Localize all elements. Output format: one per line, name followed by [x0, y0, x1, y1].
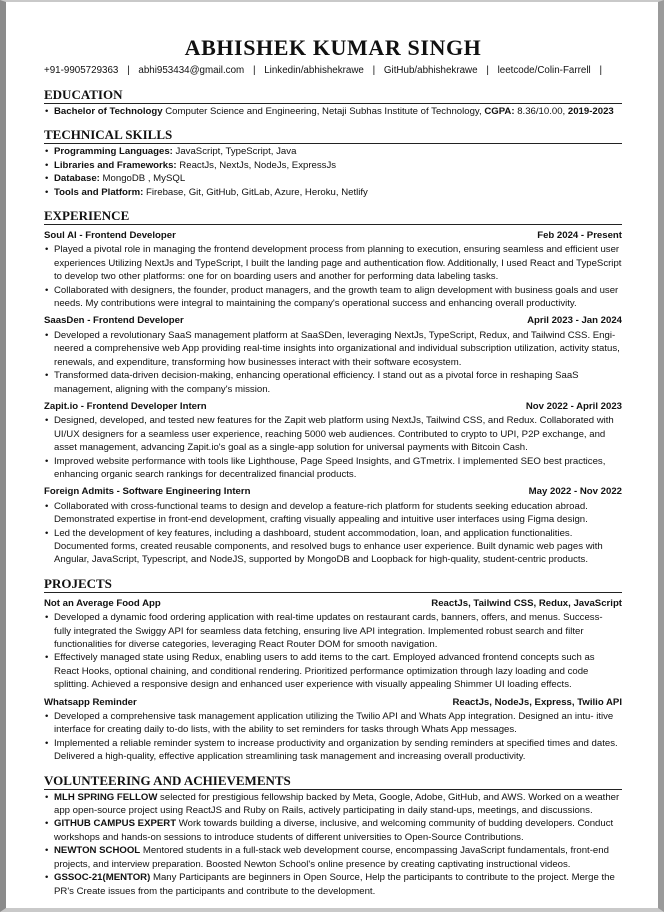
education-details: Computer Science and Engineering, Netaji Subhas Institute of Technology, — [162, 106, 485, 117]
job-date: April 2023 - Jan 2024 — [527, 315, 622, 327]
skill-value: ReactJs, NextJs, NodeJs, ExpressJs — [176, 159, 337, 171]
volunteering-list — [44, 791, 622, 898]
project-bullet: • Developed a comprehensive task management application utilizing the Twilio API and Whats App integration. Designed an intu- itive interface for creating daily to-do lists, with the ability to set reminders for tasks through Whats App messages. — [54, 710, 622, 737]
skill-label: Tools and Platform: — [54, 186, 144, 198]
skill-value: Firebase, Git, GitHub, GitLab, Azure, Heroku, Netlify — [143, 186, 368, 198]
section-heading-projects: PROJECTS — [44, 575, 622, 593]
job-bullet: • Transformed data-driven decision-making, enhancing operational efficiency. I stand out as a pivotal force in reshaping SaaS management, aligning with the company's mission. — [54, 369, 622, 396]
project-header — [44, 696, 622, 709]
job-bullet: • Improved website performance with tools like Lighthouse, Page Speed Insights, and GTmetrix. I implemented SEO best practices, enhancing organic search rankings for decentralized financial products. — [54, 455, 622, 482]
section-heading-experience: EXPERIENCE — [44, 207, 622, 225]
achievement-label: MLH SPRING FELLOW — [54, 791, 158, 803]
achievement-item — [54, 791, 622, 818]
education-entry — [54, 105, 622, 118]
skill-label: Programming Languages: — [54, 146, 173, 158]
achievement-item — [54, 844, 622, 871]
skill-value: MongoDB , MySQL — [99, 173, 186, 185]
skill-label: Database: — [54, 173, 100, 185]
project-bullet: • Implemented a reliable reminder system to increase productivity and organization by sending reminders at specified times and dates. Delivered a high-quality, effective application streamlining task management and increasing overall productivity. — [54, 737, 622, 764]
achievement-text: selected for prestigious fellowship backed by Meta, Google, Adobe, GitHub, and AWS. Worked on a weather app open-source project using ReactJS and Ruby on Rails, actively participating in daily stand-ups, meetings, and discussions. — [54, 791, 620, 817]
contact-separator: | — [599, 65, 602, 76]
achievement-item — [54, 871, 622, 898]
cgpa-label: CGPA: — [484, 106, 515, 117]
job-date: May 2022 - Nov 2022 — [528, 486, 622, 498]
job-role: Soul AI - Frontend Developer — [44, 230, 176, 242]
contact-separator: | — [486, 65, 489, 76]
skills-list — [44, 145, 622, 199]
project-stack: ReactJs, Tailwind CSS, Redux, JavaScript — [431, 597, 622, 609]
job-header — [44, 314, 622, 327]
job-bullet: • Led the development of key features, including a dashboard, student accommodation, loan, and application functionalities. Documented forms, created reusable components, and resolved bugs to enhance user experience. Built dynamic web pages with Angular, JavaScript, Typescript, and NodeJS, supported by MongoDB and Loopback for high-quality, student-centric products. — [54, 527, 622, 567]
cgpa-value: 8.36/10.00, — [514, 106, 568, 117]
skill-value: JavaScript, TypeScript, Java — [172, 146, 297, 158]
skill-item — [54, 172, 622, 185]
candidate-name: ABHISHEK KUMAR SINGH — [184, 35, 482, 60]
job-bullet: • Collaborated with cross-functional teams to design and develop a feature-rich platform for students seeking education abroad. Demonstrated expertise in front-end development, crafting visually appealing and intuitive user interfaces using Figma design. — [54, 500, 622, 527]
achievement-label: GITHUB CAMPUS EXPERT — [54, 818, 177, 830]
phone-number: +91-9905729363 — [44, 65, 119, 76]
job-bullets — [44, 329, 622, 396]
project-name: Not an Average Food App — [44, 597, 161, 609]
job-date: Nov 2022 - April 2023 — [525, 400, 622, 412]
job-date: Feb 2024 - Present — [537, 230, 622, 242]
job-bullets — [44, 243, 622, 310]
job-bullet: • Designed, developed, and tested new features for the Zapit web platform using NextJs, Tailwind CSS, and Redux. Collaborated with UI/UX designers for a seamless user experience, reaching 5000 web audiences. Contributed to crypto to UPI, P2P exchange, and asset management, advancing Zapit.io's goal as a single-app solution for universal payments with Bitcoin Cash. — [54, 414, 622, 454]
linkedin-link[interactable]: Linkedin/abhishekrawe — [264, 65, 364, 76]
email-link[interactable]: abhi953434@gmail.com — [138, 65, 245, 76]
contact-separator: | — [372, 65, 376, 76]
project-bullets — [44, 710, 622, 764]
achievement-text: Mentored students in a full-stack web development course, encompassing JavaScript fundamentals, front-end projects, and interview preparation. Boosted Newton School's online presence by creating captivating instructional videos. — [54, 845, 609, 870]
contact-separator: | — [127, 65, 130, 76]
skill-label: Libraries and Frameworks: — [54, 159, 177, 171]
project-stack: ReactJs, NodeJs, Express, Twilio API — [452, 696, 622, 708]
section-heading-volunteering: VOLUNTEERING AND ACHIEVEMENTS — [44, 772, 622, 790]
contact-separator: | — [252, 65, 256, 76]
job-bullet: • Played a pivotal role in managing the frontend development process from planning to execution, ensuring seamless and efficient user experiences Utilizing NextJs and TypeScript, I built the landing page and authentication flow. Additionally, I used React and TypeScript to develop two other platforms: one for on boarding users and another for performing data labeling tasks. — [54, 243, 622, 283]
job-bullet: • Developed a revolutionary SaaS management platform at SaaSDen, leveraging NextJs, TypeScript, Redux, and Tailwind CSS. Engi- neered a comprehensive web App providing real-time insights into organizational and individual subscription utilization, activity status, renewals, and expenditure, transforming how businesses interact with their software ecosystem. — [54, 329, 622, 369]
degree-label: Bachelor of Technology — [54, 106, 163, 117]
education-years: 2019-2023 — [567, 106, 614, 117]
job-header — [44, 229, 622, 242]
job-bullets — [44, 414, 622, 481]
section-heading-education: EDUCATION — [44, 86, 622, 104]
achievement-text: Many Participants are beginners in Open Source, Help the participants to contribute to the project. Merge the PR's Create issues from the participants and contribute to the development. — [54, 872, 615, 897]
project-bullet: • Developed a dynamic food ordering application with real-time updates on restaurant cards, banners, offers, and menus. Success- fully integrated the Swiggy API for seamless data fetching, ensuring live API integration. Implemented robust search and filter functionalities for diverse categories, leveraging React Router DOM for smooth navigation. — [54, 611, 622, 651]
achievement-item — [54, 817, 622, 844]
job-header — [44, 400, 622, 413]
achievement-label: NEWTON SCHOOL — [54, 845, 141, 857]
skill-item — [54, 159, 622, 172]
skill-item — [54, 145, 622, 158]
job-role: Zapit.io - Frontend Developer Intern — [44, 400, 207, 412]
achievement-text: Work towards building a diverse, inclusive, and welcoming community of budding developers. Conduct workshops and hands-on sessions to introduce students of different universities to Open-Source Contributions. — [54, 818, 614, 843]
resume-content — [44, 34, 622, 898]
project-name: Whatsapp Reminder — [44, 696, 137, 708]
project-bullets — [44, 611, 622, 691]
section-heading-skills: TECHNICAL SKILLS — [44, 126, 622, 144]
education-list — [44, 105, 622, 118]
achievement-label: GSSOC-21(MENTOR) — [54, 872, 151, 884]
project-bullet: • Effectively managed state using Redux, enabling users to add items to the cart. Employed advanced frontend concepts such as React Hooks, optional chaining, and conditional rendering. Prioritized performance optimization through lazy loading and code splitting. Achieved a responsive design and enhanced user experience with visually appealing Shimmer UI loading effects. — [54, 651, 622, 691]
leetcode-link[interactable]: leetcode/Colin-Farrell — [497, 65, 591, 76]
job-role: Foreign Admits - Software Engineering Intern — [44, 486, 251, 498]
contact-line — [44, 64, 622, 78]
github-link[interactable]: GitHub/abhishekrawe — [383, 65, 478, 76]
skill-item — [54, 186, 622, 199]
job-role: SaasDen - Frontend Developer — [44, 315, 184, 327]
job-header — [44, 485, 622, 498]
job-bullet: • Collaborated with designers, the founder, product managers, and the growth team to align development with business goals and user needs. My contributions were integral to maintaining the company's operational success and enhancing overall productivity. — [54, 284, 622, 311]
job-bullets — [44, 500, 622, 567]
project-header — [44, 597, 622, 610]
